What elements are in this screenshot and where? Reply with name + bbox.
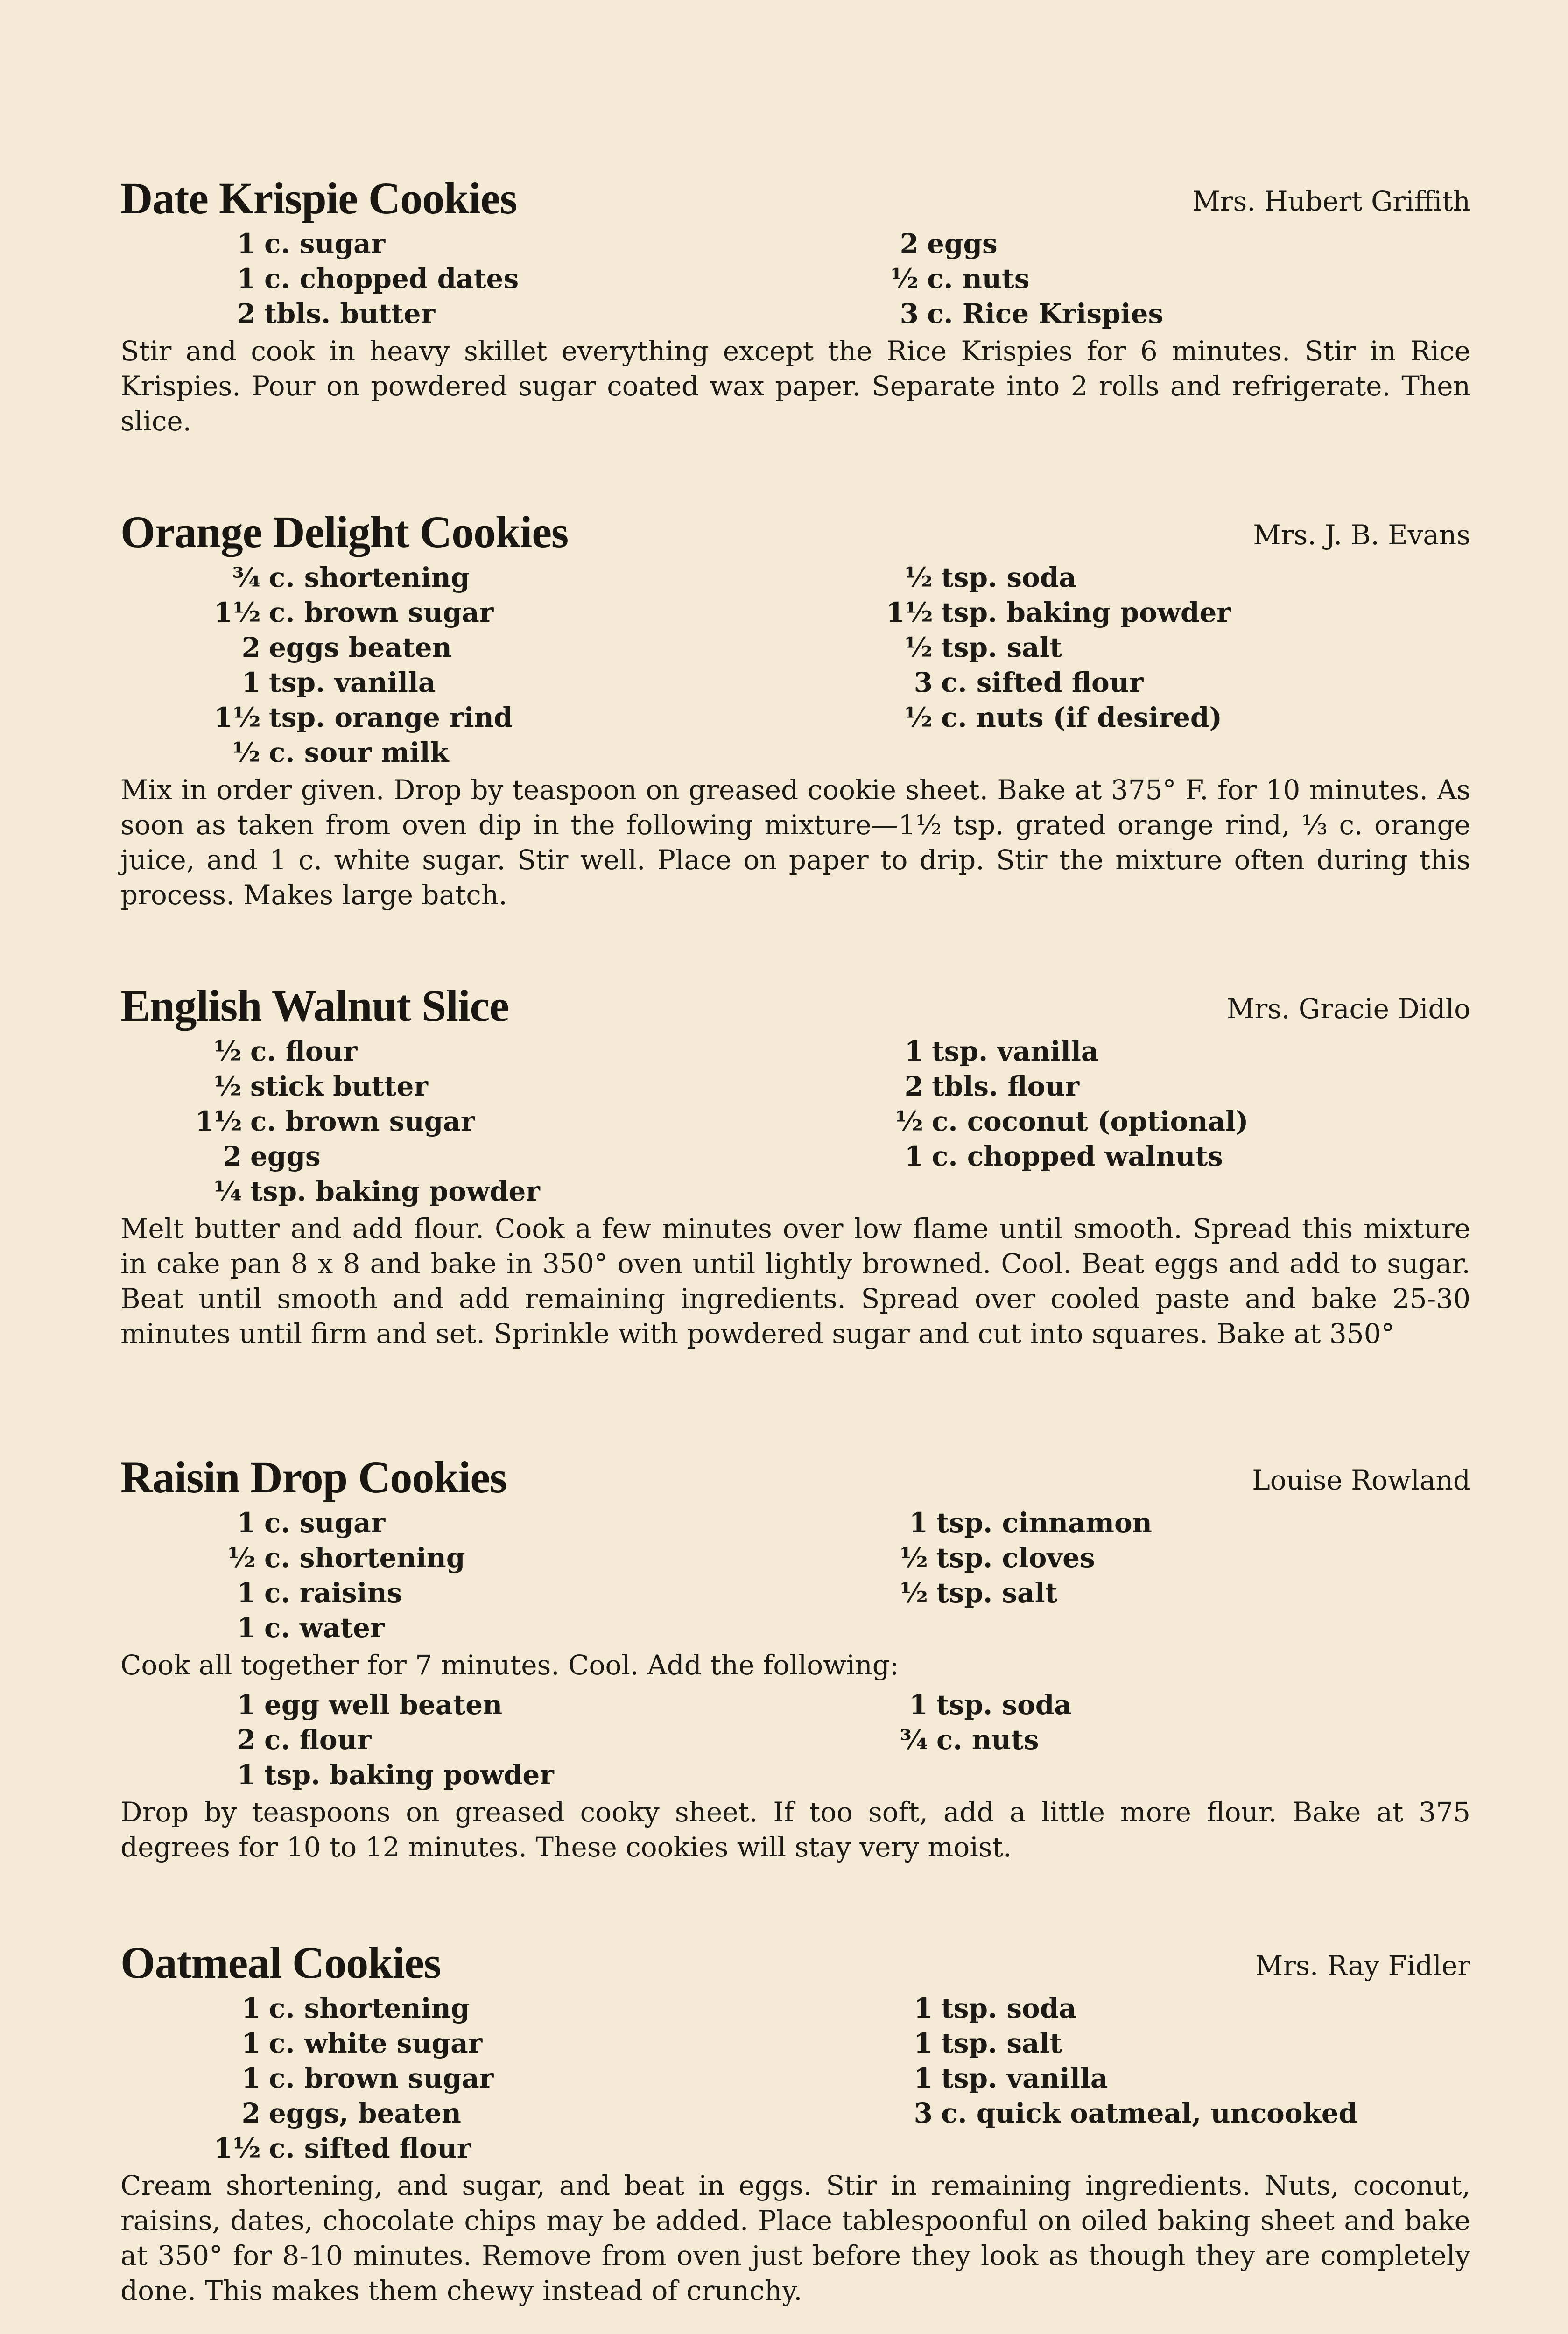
ingredient: ½ c. shortening [227, 1542, 465, 1574]
ingredient: ¾ c. shortening [232, 562, 470, 593]
ingredient: 1 tsp. cinnamon [909, 1507, 1152, 1539]
ingredient: 3 c. sifted flour [914, 667, 1144, 698]
recipe-orange-delight-cookies [120, 504, 1470, 913]
recipe-directions: Cream shortening, and sugar, and beat in eggs. Stir in remaining ingredients. Nuts, coconut, raisins, dates, chocolate chips may be added. Place tablespoonful on oiled baking sheet and bake at 350° for 8-10 minutes. Remove from oven just before they look as though they are completely done. This makes them chewy instead of crunchy. [120, 2170, 1470, 2306]
recipe-contributor: Mrs. Hubert Griffith [1192, 185, 1470, 217]
ingredient-column-left [214, 560, 513, 770]
ingredient: 2 tbls. butter [237, 298, 436, 330]
ingredient: ½ c. nuts (if desired) [904, 702, 1222, 733]
ingredient: 2 eggs [223, 1140, 321, 1172]
ingredient: 1 c. white sugar [241, 2027, 483, 2059]
ingredient-column-right [891, 1505, 1152, 1610]
ingredient: 1 egg well beaten [237, 1689, 503, 1721]
ingredient: 3 c. Rice Krispies [900, 298, 1164, 330]
ingredient-column-left [223, 226, 519, 331]
ingredient: 1 tsp. vanilla [241, 667, 436, 698]
recipe-title: Raisin Drop Cookies [120, 1452, 507, 1502]
ingredient-column-right [881, 226, 1163, 331]
ingredient: 1 tsp. vanilla [914, 2062, 1108, 2094]
ingredient: 1½ c. brown sugar [195, 1105, 475, 1137]
ingredient: ½ c. flour [213, 1035, 358, 1067]
recipe-header [120, 170, 1470, 226]
recipe-title: English Walnut Slice [120, 981, 509, 1031]
ingredient-column-right [891, 1687, 1072, 1758]
recipe-contributor: Mrs. Ray Fidler [1255, 1950, 1470, 1982]
recipe-directions: Mix in order given. Drop by teaspoon on greased cookie sheet. Bake at 375° F. for 10 minutes. As soon as taken from oven dip in the following mixture—1½ tsp. grated orange rind, ⅓ c. orange juice, and 1 c. white sugar. Stir well. Place on paper to drip. Stir the mixture often during this process. Makes large batch. [120, 774, 1470, 911]
ingredient: ½ tsp. salt [904, 632, 1062, 663]
ingredient: 1 c. sugar [237, 228, 386, 260]
recipe-header [120, 504, 1470, 560]
ingredient: 3 c. quick oatmeal, uncooked [914, 2097, 1358, 2129]
ingredient: 1 c. shortening [241, 1992, 470, 2024]
ingredient-column-left [195, 1034, 540, 1209]
ingredient: ½ tsp. salt [900, 1577, 1058, 1609]
ingredient: 1 tsp. vanilla [904, 1035, 1099, 1067]
recipe-directions: Stir and cook in heavy skillet everything except the Rice Krispies for 6 minutes. Stir in Rice Krispies. Pour on powdered sugar coated wax paper. Separate into 2 rolls and refrigerate. Then slice. [120, 335, 1470, 437]
recipe-oatmeal-cookies [120, 1935, 1470, 2308]
ingredient: 1½ c. sifted flour [214, 2132, 471, 2164]
ingredient: ½ c. sour milk [232, 737, 449, 768]
recipe-header [120, 978, 1470, 1034]
recipe-header [120, 1935, 1470, 1991]
ingredient: 2 eggs, beaten [241, 2097, 461, 2129]
recipe-contributor: Louise Rowland [1252, 1464, 1470, 1496]
ingredient-list [120, 1034, 1470, 1211]
ingredient: ¾ c. nuts [900, 1724, 1039, 1756]
recipe-header [120, 1449, 1470, 1505]
ingredient: 1 c. brown sugar [241, 2062, 494, 2094]
recipe-title: Oatmeal Cookies [120, 1938, 441, 1988]
ingredient: 1 c. raisins [237, 1577, 402, 1609]
ingredient-list [120, 226, 1470, 334]
ingredient-list [120, 560, 1470, 773]
ingredient: 2 eggs [900, 228, 998, 260]
ingredient: 2 eggs beaten [241, 632, 452, 663]
ingredient-list-additional [120, 1687, 1470, 1795]
ingredient: 1 c. chopped dates [237, 263, 519, 295]
ingredient: ½ c. nuts [890, 263, 1030, 295]
ingredient: 1 tsp. soda [909, 1689, 1072, 1721]
ingredient: 1½ tsp. orange rind [214, 702, 513, 733]
ingredient: 1 tsp. soda [914, 1992, 1076, 2024]
recipe-directions-step: Cook all together for 7 minutes. Cool. Add the following: [120, 1649, 899, 1681]
ingredient: 1 c. sugar [237, 1507, 386, 1539]
ingredient-column-left [214, 1991, 493, 2166]
recipe-english-walnut-slice [120, 978, 1470, 1351]
ingredient-column-right [905, 1991, 1357, 2131]
ingredient: ¼ tsp. baking powder [213, 1175, 540, 1207]
ingredient-column-left [223, 1687, 554, 1793]
ingredient-column-left [223, 1505, 465, 1645]
ingredient: ½ tsp. cloves [900, 1542, 1095, 1574]
ingredient-column-right [886, 560, 1231, 735]
ingredient: 1 tsp. salt [914, 2027, 1062, 2059]
ingredient-list [120, 1991, 1470, 2168]
ingredient-column-right [886, 1034, 1248, 1174]
ingredient: 1½ tsp. baking powder [886, 597, 1231, 628]
ingredient: 1½ c. brown sugar [214, 597, 494, 628]
ingredient: 1 tsp. baking powder [237, 1759, 554, 1791]
ingredient: ½ tsp. soda [904, 562, 1076, 593]
ingredient-list [120, 1505, 1470, 1648]
recipe-date-krispie-cookies [120, 170, 1470, 439]
recipe-title: Date Krispie Cookies [120, 173, 517, 223]
ingredient: 1 c. chopped walnuts [904, 1140, 1223, 1172]
ingredient: ½ stick butter [213, 1070, 428, 1102]
recipe-directions: Melt butter and add flour. Cook a few minutes over low flame until smooth. Spread this mixture in cake pan 8 x 8 and bake in 350° oven until lightly browned. Cool. Beat eggs and add to sugar. Beat until smooth and add remaining ingredients. Spread over cooled paste and bake 25-30 minutes until firm and set. Sprinkle with powdered sugar and cut into squares. Bake at 350° [120, 1213, 1470, 1350]
recipe-directions: Drop by teaspoons on greased cooky sheet. If too soft, add a little more flour. Bake at 375 degrees for 10 to 12 minutes. These cookies will stay very moist. [120, 1796, 1470, 1863]
ingredient: 2 c. flour [237, 1724, 372, 1756]
recipe-title: Orange Delight Cookies [120, 507, 569, 557]
ingredient: 1 c. water [237, 1612, 385, 1644]
recipe-contributor: Mrs. Gracie Didlo [1227, 993, 1470, 1025]
ingredient: ½ c. coconut (optional) [895, 1105, 1249, 1137]
ingredient: 2 tbls. flour [904, 1070, 1079, 1102]
recipe-raisin-drop-cookies [120, 1449, 1470, 1865]
recipe-contributor: Mrs. J. B. Evans [1253, 519, 1470, 551]
